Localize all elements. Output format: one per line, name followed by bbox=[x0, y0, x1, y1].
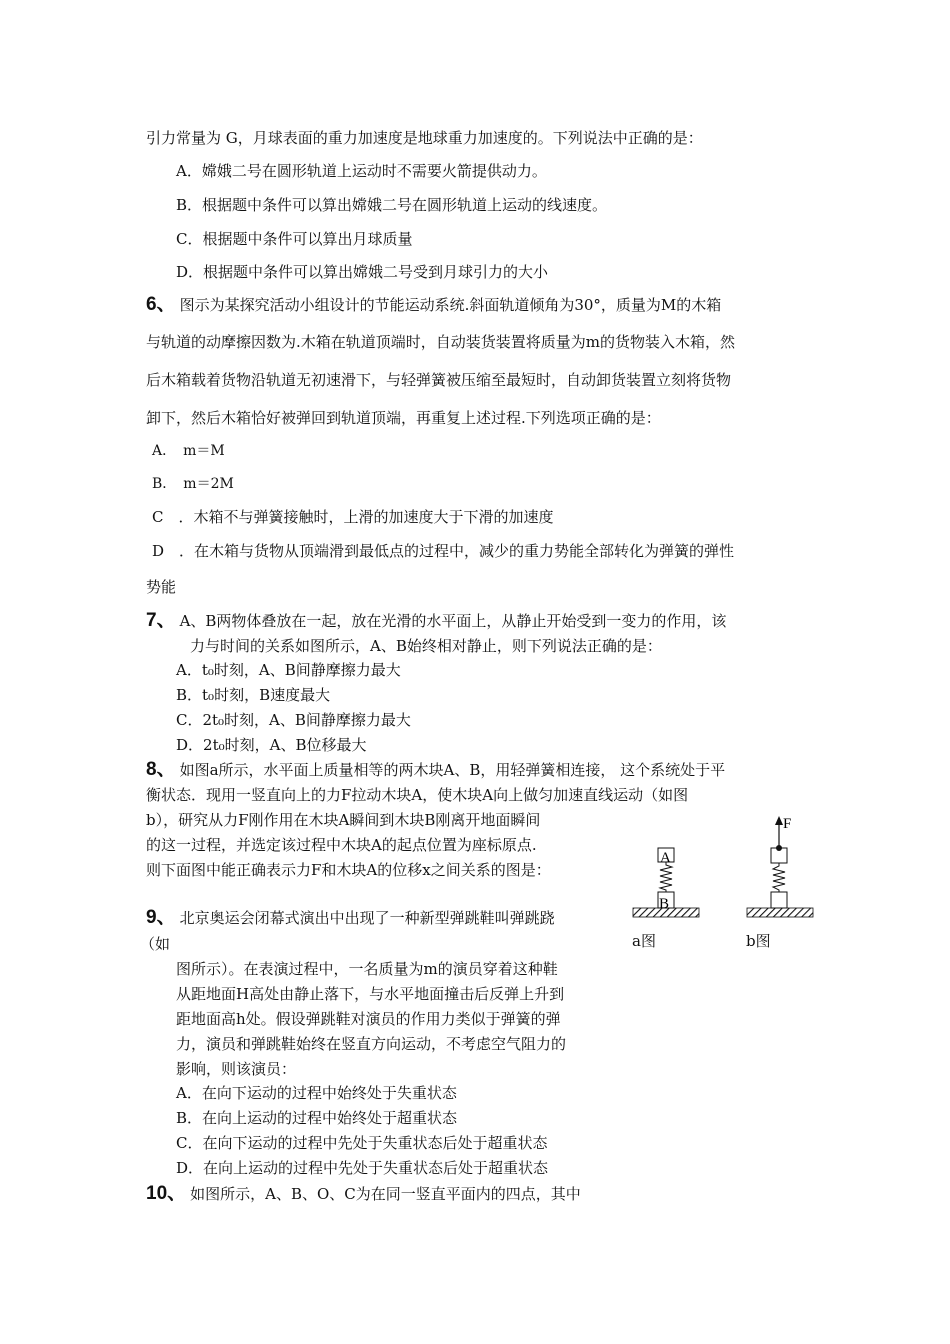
q7-option-a: A．t₀时刻，A、B间静摩擦力最大 bbox=[176, 661, 401, 679]
q6-line-2: 与轨道的动摩擦因数为.木箱在轨道顶端时，自动装货装置将质量为m的货物装入木箱，然 bbox=[146, 333, 735, 351]
q6-option-d: D ．在木箱与货物从顶端滑到最低点的过程中，减少的重力势能全部转化为弹簧的弹性 bbox=[152, 542, 735, 560]
q5-stem-tail: 引力常量为 G，月球表面的重力加速度是地球重力加速度的。下列说法中正确的是： bbox=[146, 129, 703, 147]
q9-line-6: 力，演员和弹跳鞋始终在竖直方向运动，不考虑空气阻力的 bbox=[176, 1035, 567, 1053]
q10-text-1: 如图所示，A、B、O、C为在同一竖直平面内的四点，其中 bbox=[190, 1185, 581, 1203]
spring-b bbox=[773, 863, 785, 892]
q6-line-1 bbox=[146, 295, 721, 315]
q7-option-d: D．2t₀时刻，A、B位移最大 bbox=[176, 736, 367, 754]
q6-option-a: A． m＝M bbox=[152, 443, 225, 459]
q8-number: 8、 bbox=[146, 759, 176, 780]
q7-number: 7、 bbox=[146, 610, 176, 631]
q9-line-1 bbox=[146, 908, 555, 928]
ground-b bbox=[747, 908, 813, 917]
q9-line-7: 影响，则该演员： bbox=[176, 1060, 297, 1078]
force-arrow-icon bbox=[775, 816, 783, 825]
q9-option-a: A．在向下运动的过程中始终处于失重状态 bbox=[176, 1084, 457, 1102]
q6-option-b: B． m＝2M bbox=[152, 476, 234, 492]
q6-line-4: 卸下，然后木箱恰好被弹回到轨道顶端，再重复上述过程.下列选项正确的是： bbox=[146, 409, 661, 427]
q7-option-b: B．t₀时刻，B速度最大 bbox=[176, 686, 331, 704]
q10-line-1 bbox=[146, 1184, 581, 1204]
q6-option-d-cont: 势能 bbox=[146, 578, 177, 596]
q7-text-1: A、B两物体叠放在一起，放在光滑的水平面上，从静止开始受到一变力的作用，该 bbox=[179, 612, 727, 630]
block-b-b bbox=[771, 892, 787, 908]
q9-line-3: 图所示）。在表演过程中，一名质量为m的演员穿着这种鞋 bbox=[176, 960, 558, 978]
q8-text-1: 如图a所示，水平面上质量相等的两木块A、B，用轻弹簧相连接， 这个系统处于平 bbox=[179, 761, 726, 779]
q9-option-d: D．在向上运动的过程中先处于失重状态后处于超重状态 bbox=[176, 1159, 549, 1177]
q5-option-a: A．嫦娥二号在圆形轨道上运动时不需要火箭提供动力。 bbox=[176, 162, 547, 180]
label-block-a: A bbox=[660, 850, 671, 866]
q5-option-c: C．根据题中条件可以算出月球质量 bbox=[176, 230, 413, 248]
q8-line-2: 衡状态．现用一竖直向上的力F拉动木块A，使木块A向上做匀加速直线运动（如图 bbox=[146, 786, 689, 804]
q9-line-4: 从距地面H高处由静止落下，与水平地面撞击后反弹上升到 bbox=[176, 985, 565, 1003]
q7-line-1 bbox=[146, 611, 726, 631]
q7-line-2: 力与时间的关系如图所示，A、B始终相对静止，则下列说法正确的是： bbox=[190, 637, 662, 655]
q5-option-b: B．根据题中条件可以算出嫦娥二号在圆形轨道上运动的线速度。 bbox=[176, 196, 608, 214]
force-point bbox=[776, 845, 782, 851]
figure-b bbox=[747, 816, 813, 917]
q9-option-b: B．在向上运动的过程中始终处于超重状态 bbox=[176, 1109, 458, 1127]
q9-line-2: （如 bbox=[140, 935, 171, 953]
q8-line-1 bbox=[146, 760, 725, 780]
q6-option-c: C ．木箱不与弹簧接触时，上滑的加速度大于下滑的加速度 bbox=[152, 508, 554, 526]
figure-a bbox=[633, 848, 699, 917]
q5-option-d: D．根据题中条件可以算出嫦娥二号受到月球引力的大小 bbox=[176, 263, 549, 281]
q9-text-1: 北京奥运会闭幕式演出中出现了一种新型弹跳鞋叫弹跳跷 bbox=[179, 909, 555, 927]
q9-option-c: C．在向下运动的过程中先处于失重状态后处于超重状态 bbox=[176, 1134, 548, 1152]
q6-number: 6、 bbox=[146, 294, 176, 315]
q7-option-c: C．2t₀时刻，A、B间静摩擦力最大 bbox=[176, 711, 411, 729]
q6-line-3: 后木箱载着货物沿轨道无初速滑下，与轻弹簧被压缩至最短时，自动卸货装置立刻将货物 bbox=[146, 371, 732, 389]
q9-line-5: 距地面高h处。假设弹跳鞋对演员的作用力类似于弹簧的弹 bbox=[176, 1010, 561, 1028]
label-block-b: B bbox=[659, 896, 670, 912]
q10-number: 10、 bbox=[146, 1183, 187, 1204]
q8-line-5: 则下面图中能正确表示力F和木块A的位移x之间关系的图是： bbox=[146, 861, 551, 879]
q8-line-4: 的这一过程，并选定该过程中木块A的起点位置为座标原点. bbox=[146, 836, 537, 854]
caption-figure-b: b图 bbox=[746, 932, 771, 950]
label-force: F bbox=[783, 816, 792, 832]
spring-a bbox=[660, 862, 672, 892]
caption-figure-a: a图 bbox=[632, 932, 656, 950]
q8-line-3: b），研究从力F刚作用在木块A瞬间到木块B刚离开地面瞬间 bbox=[146, 811, 541, 829]
q6-text-1: 图示为某探究活动小组设计的节能运动系统.斜面轨道倾角为30°，质量为M的木箱 bbox=[179, 296, 722, 314]
q9-number: 9、 bbox=[146, 907, 176, 928]
